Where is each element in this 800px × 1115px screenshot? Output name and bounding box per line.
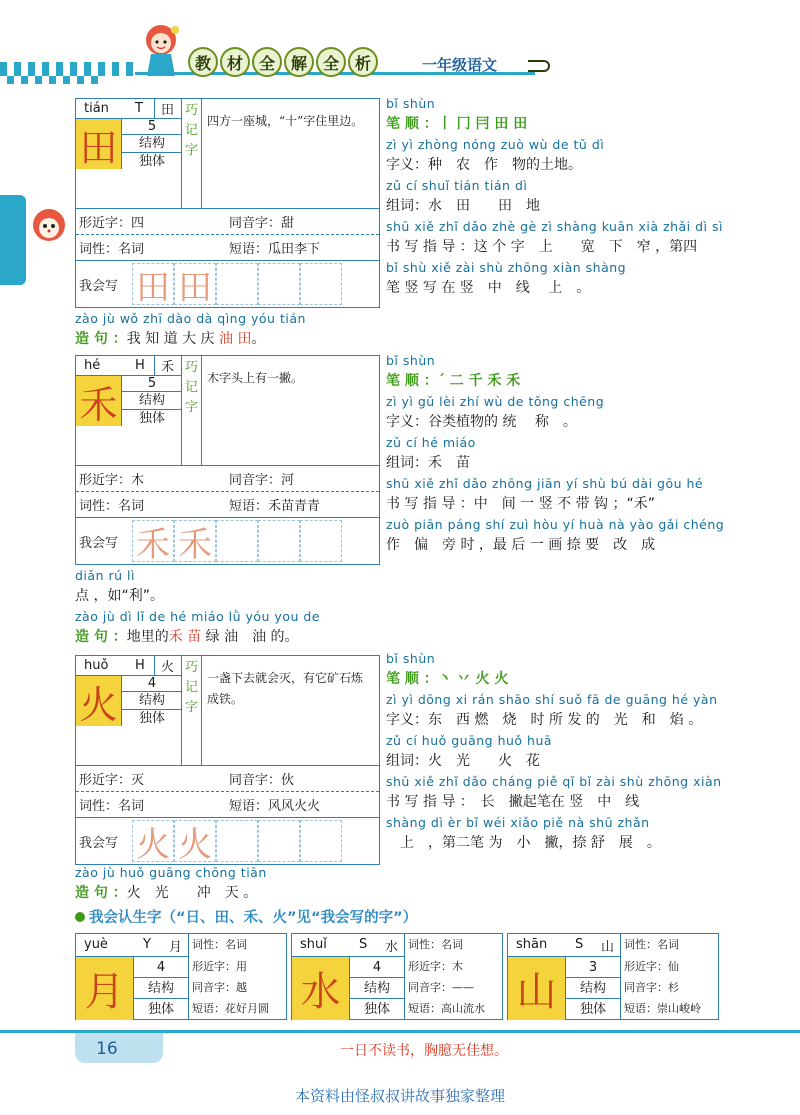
- sentence-text: 绿 油 油 的。: [201, 629, 299, 645]
- similar-char: 形近字：仙: [624, 960, 679, 973]
- small-card-yue: [75, 933, 287, 1020]
- writing-guide-end: 点 ，如“利”。: [75, 588, 164, 604]
- writing-guide-tail: [75, 568, 785, 609]
- char-pinyin: shuǐ: [300, 937, 327, 952]
- char-pinyin: yuè: [84, 937, 108, 952]
- char-pinyin: huǒ: [84, 658, 109, 673]
- writing-guide-cont: 笔 竖 写 在 竖 中 线 上 。: [386, 280, 591, 296]
- char-initial: H: [135, 358, 145, 373]
- char-notes-tian: [386, 96, 786, 301]
- pinyin-line: diǎn rú lì: [75, 568, 135, 583]
- divider: [620, 934, 621, 1019]
- pinyin-line: bǐ shù xiě zài shù zhōng xiàn shàng: [386, 260, 627, 275]
- memory-tip: 四方一座城，“十”字住里边。: [207, 114, 364, 128]
- similar-char: 形近字：木: [79, 473, 145, 488]
- trace-box: 火: [174, 820, 216, 862]
- char-radical: 火: [154, 656, 180, 675]
- small-card-shui: [291, 933, 503, 1020]
- title-char: 教: [188, 47, 218, 77]
- char-big: 月: [76, 956, 134, 1020]
- decorative-curl: [528, 60, 550, 72]
- meaning: 字义：种 农 作 物的土地。: [386, 157, 582, 173]
- divider: [404, 934, 405, 1019]
- divider: [188, 934, 189, 1019]
- writing-guide-cont: 作 偏 旁 时 ，最 后 一 画 捺 要 改 成: [386, 537, 656, 553]
- homophone: 同音字：——: [408, 981, 474, 994]
- stroke-count: 5: [122, 118, 182, 135]
- pinyin-line: zào jù huǒ guāng chōng tiān: [75, 865, 267, 880]
- writing-guide: 书 写 指 导 ： 长 撇起笔在 竖 中 线: [386, 794, 640, 810]
- pinyin-line: zuò piān páng shí zuì hòu yí huà nà yào gǎi chéng: [386, 517, 725, 532]
- homophone: 同音字：伙: [229, 773, 295, 788]
- pinyin-line: shàng dì èr bǐ wéi xiǎo piě nà shū zhǎn: [386, 815, 650, 830]
- sentence-text: 。: [251, 331, 266, 347]
- trace-box: 禾: [132, 520, 174, 562]
- practice-label: 我会写: [79, 278, 119, 294]
- memory-tip-label: 巧记字: [182, 656, 202, 765]
- homophone: 同音字：杉: [624, 981, 679, 994]
- sentence-label: 造 句 ：: [75, 331, 127, 347]
- sentence-label: 造 句 ：: [75, 629, 127, 645]
- structure-value: 独体: [350, 998, 404, 1020]
- phrase: 短语：崇山峻岭: [624, 1002, 701, 1015]
- writing-guide: 书 写 指 导 ：这 个 字 上 宽 下 窄 ，第四: [386, 239, 698, 255]
- pinyin-line: shū xiě zhǐ dǎo cháng piě qǐ bǐ zài shù zhōng xiàn: [386, 774, 722, 789]
- practice-label: 我会写: [79, 535, 119, 551]
- phrase: 短语：花好月圆: [192, 1002, 269, 1015]
- char-pinyin: shān: [516, 937, 548, 952]
- pinyin-line: zǔ cí huǒ guāng huǒ huā: [386, 733, 553, 748]
- pinyin-line: bǐ shùn: [386, 353, 436, 368]
- char-radical: 禾: [154, 356, 180, 375]
- title-char: 全: [316, 47, 346, 77]
- meaning: 字义：谷类植物的 统 称 。: [386, 414, 577, 430]
- example-sentence-huo: [75, 865, 785, 906]
- part-of-speech: 词性：名词: [79, 799, 145, 814]
- part-of-speech: 词性：名词: [79, 499, 145, 514]
- char-big: 田: [76, 118, 122, 169]
- part-of-speech: 词性：名词: [79, 242, 145, 257]
- grade-label: 一年级语文: [422, 56, 498, 74]
- word-group: 组词：禾 苗: [386, 455, 470, 471]
- pinyin-line: zǔ cí shuǐ tián tián dì: [386, 178, 528, 193]
- writing-box[interactable]: [300, 520, 342, 562]
- char-radical: 田: [154, 99, 180, 118]
- sentence-highlight: 油 田: [219, 331, 252, 347]
- pinyin-line: bǐ shùn: [386, 96, 436, 111]
- char-big: 火: [76, 675, 122, 726]
- similar-char: 形近字：用: [192, 960, 247, 973]
- char-pinyin: hé: [84, 358, 101, 373]
- char-notes-he: [386, 353, 786, 558]
- sentence-text: 地里的: [126, 629, 169, 645]
- structure-value: 独体: [122, 409, 182, 427]
- checker-decoration: [0, 62, 135, 76]
- structure-value: 独体: [134, 998, 188, 1020]
- part-of-speech: 词性：名词: [192, 938, 247, 951]
- meaning: 字义：东 西 燃 烧 时 所 发 的 光 和 焰 。: [386, 712, 703, 728]
- char-big: 禾: [76, 375, 122, 426]
- similar-char: 形近字：灭: [79, 773, 145, 788]
- pinyin-line: bǐ shùn: [386, 651, 436, 666]
- structure-label: 结构: [134, 977, 188, 999]
- char-card-tian: [75, 98, 380, 308]
- char-radical: 水: [385, 940, 399, 955]
- homophone: 同音字：河: [229, 473, 295, 488]
- char-radical: 山: [601, 940, 615, 955]
- trace-box: 禾: [174, 520, 216, 562]
- fox-mascot-icon: [30, 205, 68, 243]
- stroke-count: 3: [566, 956, 620, 977]
- stroke-count: 4: [122, 675, 182, 692]
- phrase: 短语：瓜田李下: [229, 242, 321, 257]
- homophone: 同音字：越: [192, 981, 247, 994]
- writing-box[interactable]: [300, 263, 342, 305]
- char-radical: 月: [169, 940, 183, 955]
- char-initial: S: [359, 937, 368, 952]
- similar-char: 形近字：四: [79, 216, 145, 231]
- stroke-order: 笔 顺 ：丨 冂 冃 田 田: [386, 116, 528, 132]
- char-big: 水: [292, 956, 350, 1020]
- writing-box[interactable]: [216, 263, 258, 305]
- title-char: 全: [252, 47, 282, 77]
- sentence-text: 我 知 道 大 庆: [126, 331, 220, 347]
- phrase: 短语：禾苗青青: [229, 499, 321, 514]
- stroke-count: 4: [350, 956, 404, 977]
- pinyin-line: shū xiě zhǐ dǎo zhè gè zì shàng kuān xià zhǎi dì sì: [386, 219, 723, 234]
- pinyin-line: zào jù wǒ zhī dào dà qìng yóu tián: [75, 311, 306, 326]
- char-card-huo: [75, 655, 380, 865]
- title-char: 析: [348, 47, 378, 77]
- writing-box[interactable]: [258, 520, 300, 562]
- phrase: 短语：高山流水: [408, 1002, 485, 1015]
- char-card-he: [75, 355, 380, 565]
- structure-value: 独体: [566, 998, 620, 1020]
- char-initial: S: [575, 937, 584, 952]
- example-sentence-he: [75, 609, 785, 650]
- pinyin-line: zào jù dì lǐ de hé miáo lǜ yóu you de: [75, 609, 321, 624]
- stroke-order: 笔 顺 ：丶 丷 火 火: [386, 671, 509, 687]
- char-pinyin: tián: [84, 101, 109, 116]
- phrase: 短语：风风火火: [229, 799, 321, 814]
- page-number-tab: [75, 1033, 163, 1063]
- char-big: 山: [508, 956, 566, 1020]
- writing-box[interactable]: [300, 820, 342, 862]
- writing-box[interactable]: [216, 520, 258, 562]
- bullet-dot-icon: [75, 912, 85, 922]
- sentence-text: 火 光 冲 天 。: [126, 885, 258, 901]
- writing-guide-cont: 上 ，第二笔 为 小 撇，捺 舒 展 。: [386, 835, 661, 851]
- part-of-speech: 词性：名词: [408, 938, 463, 951]
- source-credit: 本资料由怪叔叔讲故事独家整理: [294, 1087, 505, 1105]
- footer-motto: 一日不读书，胸臆无佳想。: [340, 1043, 508, 1059]
- char-initial: H: [135, 658, 145, 673]
- stroke-order: 笔 顺 ：ˊ 二 千 禾 禾: [386, 373, 521, 389]
- trace-box: 火: [132, 820, 174, 862]
- writing-box[interactable]: [258, 263, 300, 305]
- writing-box[interactable]: [258, 820, 300, 862]
- word-group: 组词：火 光 火 花: [386, 753, 540, 769]
- structure-label: 结构: [138, 393, 165, 408]
- structure-label: 结构: [138, 693, 165, 708]
- writing-guide: 书 写 指 导 ：中 间 一 竖 不 带 钩 ；“禾”: [386, 496, 656, 512]
- section-title-text: 我会认生字（“日、田、禾、火”见“我会写的字”）: [89, 910, 418, 926]
- sentence-label: 造 句 ：: [75, 885, 127, 901]
- book-title: [188, 47, 378, 77]
- memory-tip-label: 巧记字: [182, 356, 202, 465]
- structure-label: 结构: [566, 977, 620, 999]
- part-of-speech: 词性：名词: [624, 938, 679, 951]
- practice-label: 我会写: [79, 835, 119, 851]
- structure-value: 独体: [122, 152, 182, 170]
- section-title: [75, 906, 417, 927]
- example-sentence-tian: [75, 311, 785, 352]
- memory-tip-label: 巧记字: [182, 99, 202, 208]
- writing-box[interactable]: [216, 820, 258, 862]
- memory-tip: 一盏下去就会灭，有它矿石炼成铁。: [207, 671, 364, 706]
- trace-box: 田: [174, 263, 216, 305]
- pinyin-line: shū xiě zhǐ dǎo zhōng jiān yí shù bú dài gōu hé: [386, 476, 704, 491]
- word-group: 组词：水 田 田 地: [386, 198, 540, 214]
- structure-value: 独体: [122, 709, 182, 727]
- similar-char: 形近字：木: [408, 960, 463, 973]
- stroke-count: 5: [122, 375, 182, 392]
- page-number: 16: [96, 1039, 118, 1059]
- title-char: 解: [284, 47, 314, 77]
- char-initial: T: [135, 101, 143, 116]
- char-initial: Y: [143, 937, 151, 952]
- page-header: [0, 0, 800, 92]
- mascot-girl-icon: [137, 20, 185, 80]
- sentence-highlight: 禾 苗: [168, 629, 202, 645]
- trace-box: 田: [132, 263, 174, 305]
- pinyin-line: zǔ cí hé miáo: [386, 435, 476, 450]
- structure-label: 结构: [350, 977, 404, 999]
- title-char: 材: [220, 47, 250, 77]
- checker-decoration: [0, 76, 100, 84]
- side-tab: [0, 195, 26, 285]
- homophone: 同音字：甜: [229, 216, 295, 231]
- char-notes-huo: [386, 651, 786, 856]
- pinyin-line: zì yì gǔ lèi zhí wù de tǒng chēng: [386, 394, 605, 409]
- structure-label: 结构: [138, 136, 165, 151]
- pinyin-line: zì yì zhòng nóng zuò wù de tǔ dì: [386, 137, 605, 152]
- stroke-count: 4: [134, 956, 188, 977]
- memory-tip: 木字头上有一撇。: [207, 371, 304, 385]
- pinyin-line: zì yì dōng xi rán shāo shí suǒ fā de guāng hé yàn: [386, 692, 718, 707]
- small-card-shan: [507, 933, 719, 1020]
